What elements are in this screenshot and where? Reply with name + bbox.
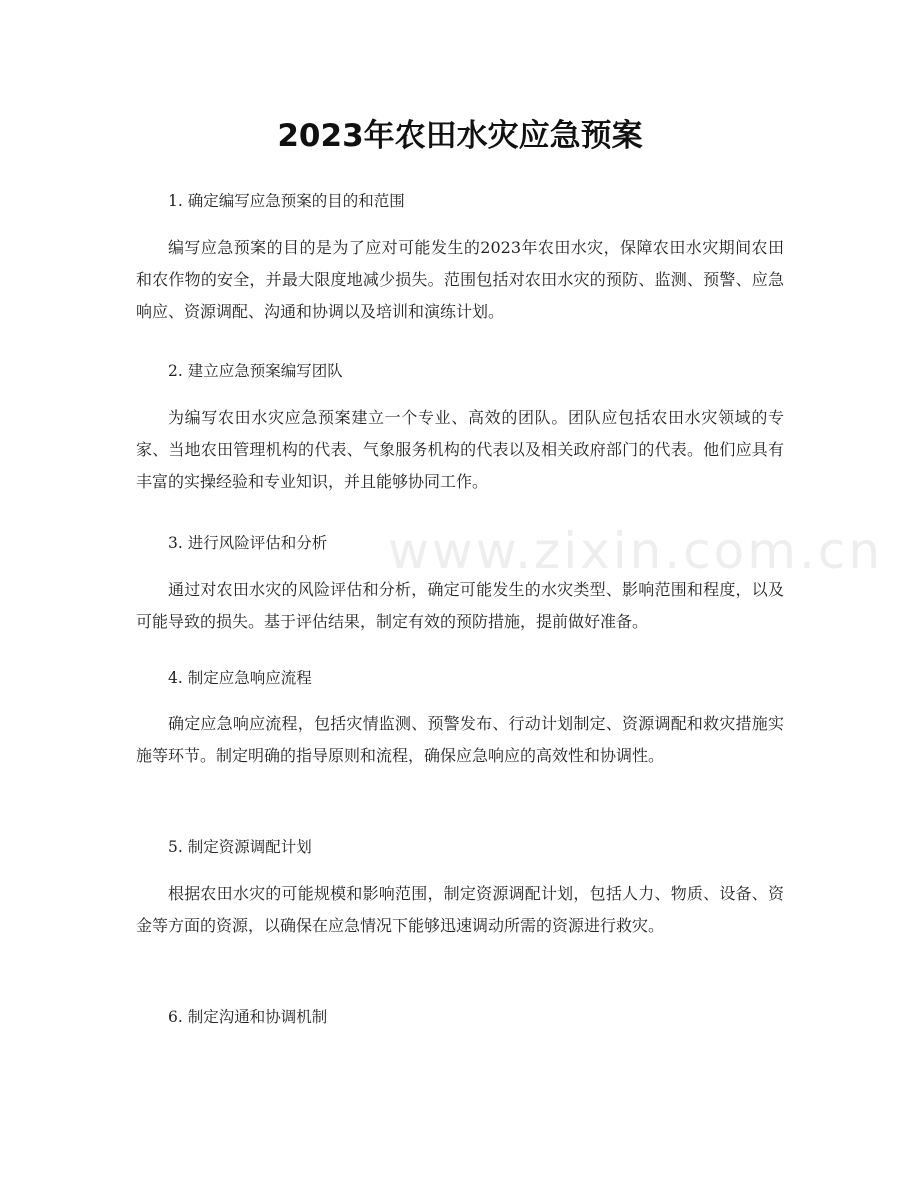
section-5-body: 根据农田水灾的可能规模和影响范围，制定资源调配计划，包括人力、物质、设备、资金等方面的资源，以确保在应急情况下能够迅速调动所需的资源进行救灾。 [136,884,784,935]
section-1-heading: 1. 确定编写应急预案的目的和范围 [168,192,405,210]
section-2-body: 为编写农田水灾应急预案建立一个专业、高效的团队。团队应包括农田水灾领域的专家、当地农田管理机构的代表、气象服务机构的代表以及相关政府部门的代表。他们应具有丰富的实操经验和专业知识，并且能够协同工作。 [136,408,784,491]
section-4-heading: 4. 制定应急响应流程 [168,669,312,687]
watermark: www.zixin.com.cn [388,522,884,580]
section-3-body: 通过对农田水灾的风险评估和分析，确定可能发生的水灾类型、影响范围和程度，以及可能导致的损失。基于评估结果，制定有效的预防措施，提前做好准备。 [136,580,784,631]
section-4-body: 确定应急响应流程，包括灾情监测、预警发布、行动计划制定、资源调配和救灾措施实施等环节。制定明确的指导原则和流程，确保应急响应的高效性和协调性。 [136,714,784,765]
section-2-heading: 2. 建立应急预案编写团队 [168,362,343,380]
section-3-heading: 3. 进行风险评估和分析 [168,534,328,552]
section-6-heading: 6. 制定沟通和协调机制 [168,1008,328,1026]
section-5-heading: 5. 制定资源调配计划 [168,838,312,856]
section-1-body: 编写应急预案的目的是为了应对可能发生的2023年农田水灾，保障农田水灾期间农田和农作物的安全，并最大限度地减少损失。范围包括对农田水灾的预防、监测、预警、应急响应、资源调配、沟通和协调以及培训和演练计划。 [136,238,784,321]
document-title: 2023年农田水灾应急预案 [277,118,643,154]
